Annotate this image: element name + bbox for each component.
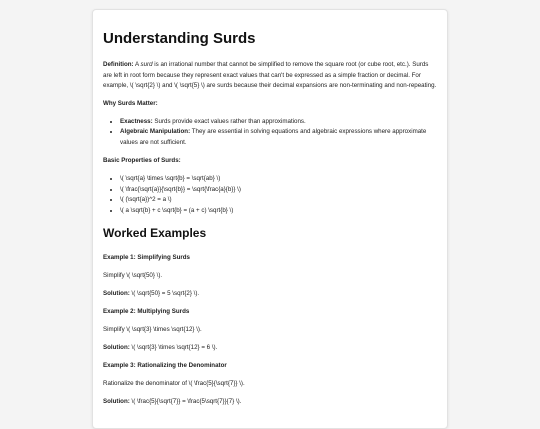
properties-list: [103, 174, 437, 216]
why-item-text: Surds provide exact values rather than approximations.: [152, 117, 306, 125]
property-item: • \( \sqrt{a} \times \sqrt{b} = \sqrt{ab} \): [120, 174, 437, 185]
property-item: • \( \frac{\sqrt{a}}{\sqrt{b}} = \sqrt{\frac{a}{b}} \): [120, 185, 437, 196]
definition-paragraph: [103, 60, 437, 92]
example-title: Example 1: Simplifying Surds: [103, 254, 190, 261]
why-item-label: Algebraic Manipulation:: [120, 128, 191, 135]
example-title: Example 2: Multiplying Surds: [103, 308, 190, 315]
solution-label: Solution:: [103, 290, 130, 297]
definition-pre: A: [133, 61, 141, 68]
page-title: Understanding Surds: [103, 30, 256, 47]
definition-term: surd: [140, 61, 153, 68]
why-item-text: They are essential in solving equations and algebraic expressions where approximate values are not sufficient.: [120, 128, 427, 146]
example-solution: [103, 343, 437, 353]
solution-text: \( \sqrt{3} \times \sqrt{12} = 6 \).: [129, 344, 218, 351]
example-prompt: Simplify \( \sqrt{50} \).: [103, 272, 163, 279]
example-solution: [103, 397, 437, 407]
content-card: [92, 9, 448, 429]
example-prompt: Rationalize the denominator of \( \frac{5}{\sqrt{7}} \).: [103, 380, 245, 387]
example-prompt: Simplify \( \sqrt{3} \times \sqrt{12} \).: [103, 326, 202, 333]
why-list: [103, 117, 437, 149]
why-item: [120, 127, 437, 148]
worked-examples-heading: Worked Examples: [103, 226, 207, 240]
why-heading: Why Surds Matter:: [103, 99, 158, 107]
property-item: • \( a \sqrt{b} + c \sqrt{b} = (a + c) \sqrt{b} \): [120, 206, 437, 217]
solution-label: Solution:: [103, 344, 130, 351]
definition-label: Definition:: [103, 61, 134, 68]
example-title: Example 3: Rationalizing the Denominator: [103, 362, 227, 369]
why-item: [120, 117, 437, 128]
solution-text: \( \sqrt{50} = 5 \sqrt{2} \).: [129, 290, 200, 297]
properties-heading: Basic Properties of Surds:: [103, 157, 181, 164]
why-item-label: Exactness:: [120, 117, 153, 125]
example-solution: [103, 289, 437, 299]
solution-text: \( \frac{5}{\sqrt{7}} = \frac{5\sqrt{7}}{7} \).: [129, 398, 242, 405]
definition-text: is an irrational number that cannot be simplified to remove the square root (or cube root, etc.). Surds are left in root form because they represent exact values that can't be expressed as a simple fraction or decimal. For example, \( \sqrt{2} \) and \( \sqrt{5} \) are surds because their decimal expansions are non-terminating and non-repeating.: [103, 61, 437, 89]
solution-label: Solution:: [103, 398, 130, 405]
property-item: • \( (\sqrt{a})^2 = a \): [120, 195, 437, 206]
